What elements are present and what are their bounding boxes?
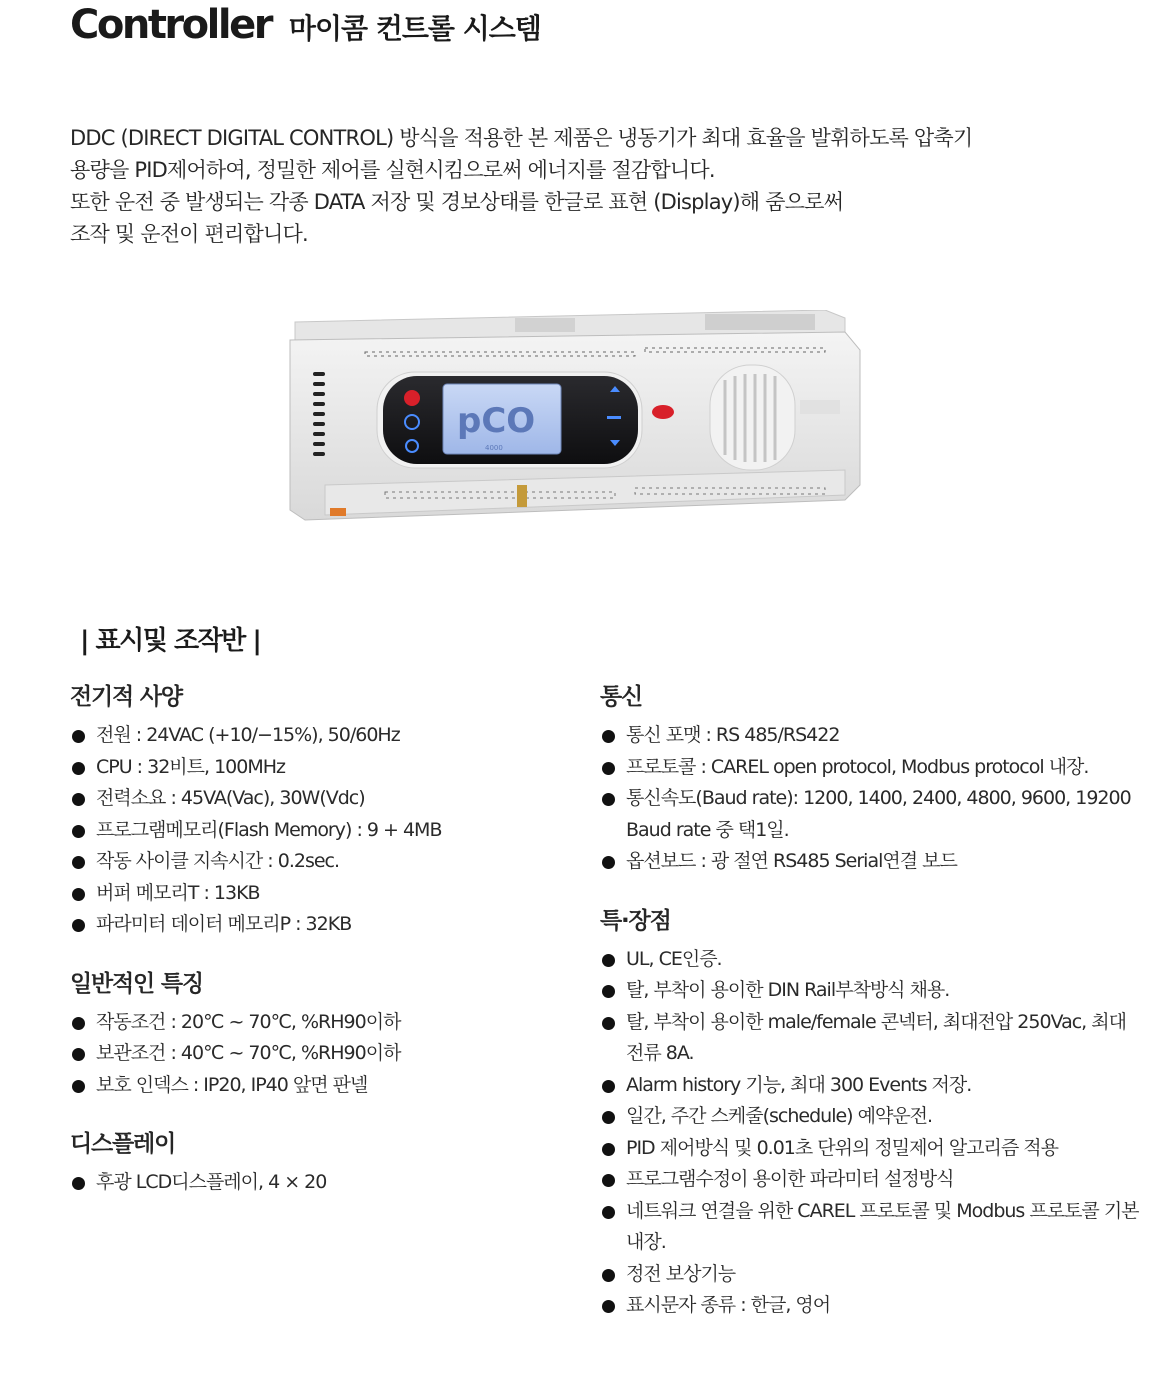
- right-column: [600, 680, 1140, 1348]
- electrical-spec-group: [70, 680, 570, 941]
- list-item: 통신속도(Baud rate): 1200, 1400, 2400, 4800, 9600, 19200 Baud rate 중 택1일.: [600, 783, 1140, 846]
- left-column: [70, 680, 570, 1225]
- list-item: 일간, 주간 스케줄(schedule) 예약운전.: [600, 1101, 1140, 1133]
- controller-product-image: [285, 310, 865, 545]
- title-korean: 마이콤 컨트롤 시스템: [288, 12, 541, 45]
- list-item: CPU : 32비트, 100MHz: [70, 752, 570, 784]
- features-group: [600, 904, 1140, 1322]
- title-english: Controller: [70, 2, 271, 48]
- list-item: 탈, 부착이 용이한 DIN Rail부착방식 채용.: [600, 975, 1140, 1007]
- group-heading: 전기적 사양: [70, 684, 182, 710]
- section-title: | 표시및 조작반 |: [80, 626, 261, 656]
- list-item: 네트워크 연결을 위한 CAREL 프로토콜 및 Modbus 프로토콜 기본내장.: [600, 1196, 1140, 1259]
- list-item: 프로그램수정이 용이한 파라미터 설정방식: [600, 1164, 1140, 1196]
- group-heading: 디스플레이: [70, 1131, 176, 1157]
- spec-list: [70, 720, 570, 941]
- list-item: 옵션보드 : 광 절연 RS485 Serial연결 보드: [600, 846, 1140, 878]
- list-item: 정전 보상기능: [600, 1259, 1140, 1291]
- list-item: 탈, 부착이 용이한 male/female 콘넥터, 최대전압 250Vac, 최대전류 8A.: [600, 1007, 1140, 1070]
- spec-list: [600, 944, 1140, 1322]
- list-item: PID 제어방식 및 0.01초 단위의 정밀제어 알고리즘 적용: [600, 1133, 1140, 1165]
- group-heading: 일반적인 특징: [70, 970, 203, 997]
- list-item: 프로토콜 : CAREL open protocol, Modbus protocol 내장.: [600, 752, 1140, 784]
- list-item: 전력소요 : 45VA(Vac), 30W(Vdc): [70, 783, 570, 815]
- intro-line: DDC (DIRECT DIGITAL CONTROL) 방식을 적용한 본 제품은 냉동기가 최대 효율을 발휘하도록 압축기: [70, 126, 973, 150]
- intro-line: 용량을 PID제어하여, 정밀한 제어를 실현시킴으로써 에너지를 절감합니다.: [70, 158, 715, 182]
- display-group: [70, 1127, 570, 1199]
- group-heading: 특·장점: [600, 907, 671, 934]
- spec-list: [70, 1007, 570, 1102]
- intro-line: 또한 운전 중 발생되는 각종 DATA 저장 및 경보상태를 한글로 표현 (Display)해 줌으로써: [70, 190, 844, 214]
- group-heading: 통신: [600, 684, 643, 710]
- list-item: 통신 포맷 : RS 485/RS422: [600, 720, 1140, 752]
- general-features-group: [70, 967, 570, 1102]
- page-title: [70, 2, 541, 48]
- list-item: Alarm history 기능, 최대 300 Events 저장.: [600, 1070, 1140, 1102]
- list-item: 보호 인덱스 : IP20, IP40 앞면 판넬: [70, 1070, 570, 1102]
- list-item: 작동조건 : 20℃ ~ 70℃, %RH90이하: [70, 1007, 570, 1039]
- list-item: 표시문자 종류 : 한글, 영어: [600, 1290, 1140, 1322]
- lcd-sub: 4000: [485, 444, 503, 452]
- intro-line: 조작 및 운전이 편리합니다.: [70, 222, 308, 246]
- list-item: UL, CE인증.: [600, 944, 1140, 976]
- list-item: 후광 LCD디스플레이, 4 × 20: [70, 1167, 570, 1199]
- list-item: 전원 : 24VAC (+10/−15%), 50/60Hz: [70, 720, 570, 752]
- communication-group: [600, 680, 1140, 878]
- list-item: 보관조건 : 40℃ ~ 70℃, %RH90이하: [70, 1038, 570, 1070]
- spec-list: [70, 1167, 570, 1199]
- list-item: 버퍼 메모리T : 13KB: [70, 878, 570, 910]
- list-item: 작동 사이클 지속시간 : 0.2sec.: [70, 846, 570, 878]
- spec-list: [600, 720, 1140, 878]
- intro-paragraph: [70, 122, 1130, 250]
- list-item: 파라미터 데이터 메모리P : 32KB: [70, 909, 570, 941]
- lcd-logo: pCO: [457, 401, 536, 441]
- list-item: 프로그램메모리(Flash Memory) : 9 + 4MB: [70, 815, 570, 847]
